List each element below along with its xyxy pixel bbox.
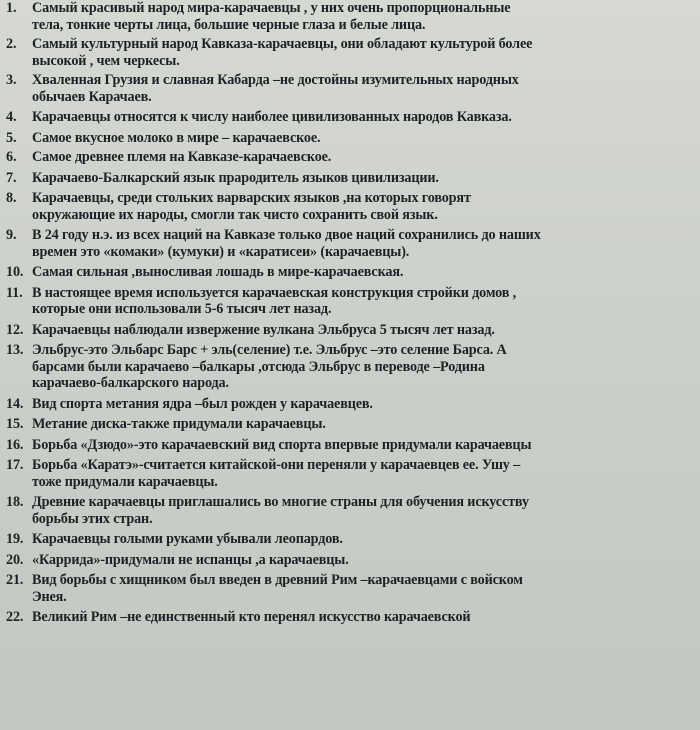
item-text: Карачаевцы наблюдали извержение вулкана Эльбруса 5 тысяч лет назад. [32,321,495,338]
list-item [6,457,694,490]
item-text: Вид борьбы с хищником был введен в древний Рим –карачаевцами с войском Энея. [32,572,523,605]
list-item [6,322,694,339]
list-item [6,552,694,569]
item-text: Хваленная Грузия и славная Кабарда –не достойны изумительных народных обычаев Карачаев. [32,72,519,105]
item-text: Карачаевцы, среди стольких варварских языков ,на которых говорят окружающие их народы, смогли так чисто сохранить свой язык. [32,190,471,223]
item-text: Борьба «Каратэ»-считается китайской-они переняли у карачаевцев ее. Ушу – тоже придумали карачаевцы. [32,457,521,490]
item-text: Самое вкусное молоко в мире – карачаевское. [32,129,321,146]
list-item [6,72,694,105]
item-text: В 24 году н.э. из всех наций на Кавказе только двое наций сохранились до наших времен это «комаки» (кумуки) и «каратисеи» (карачаевцы). [32,227,541,260]
item-text: Метание диска-также придумали карачаевцы. [32,416,326,432]
list-item [6,190,694,223]
item-number: 5. [6,129,17,146]
list-item [6,416,694,433]
item-text: Карачаевцы голыми руками убывали леопардов. [32,531,343,547]
item-number: 15. [6,416,24,432]
item-text: Борьба «Дзюдо»-это карачаевский вид спорта впервые придумали карачаевцы [32,436,532,453]
list-item [6,264,694,281]
list-item [6,609,694,626]
item-number: 18. [6,494,24,510]
item-text: Карачаево-Балкарский язык прародитель языков цивилизации. [32,169,439,186]
item-number: 14. [6,395,24,412]
list-item [6,531,694,548]
item-number: 19. [6,531,24,547]
list-item [6,572,694,605]
list-item [6,342,694,392]
item-number: 10. [6,264,24,280]
item-number: 11. [6,284,23,301]
list-item [6,437,694,454]
list-item [6,227,694,260]
item-number: 17. [6,457,24,473]
list-item [6,130,694,147]
item-number: 12. [6,321,24,338]
item-text: В настоящее время используется карачаевская конструкция стройки домов , которые они использовали 5-6 тысяч лет назад. [32,284,517,317]
list-item [6,494,694,527]
item-text: Самое древнее племя на Кавказе-карачаевское. [32,149,332,165]
item-number: 13. [6,342,24,358]
item-number: 3. [6,72,17,88]
facts-list [6,0,694,626]
list-item [6,170,694,187]
item-number: 16. [6,436,24,453]
list-item [6,0,694,33]
item-number: 7. [6,169,17,186]
item-text: Эльбрус-это Эльбарс Барс + эль(селение) т.е. Эльбрус –это селение Барса. А барсами были карачаево –балкары ,отсюда Эльбрус в переводе –Родина карачаево-балкарского народа. [32,342,507,391]
item-number: 6. [6,149,17,165]
item-number: 8. [6,190,17,206]
list-item [6,36,694,69]
item-number: 4. [6,109,17,125]
item-text: Самый красивый народ мира-карачаевцы , у них очень пропорциональные тела, тонкие черты лица, большие черные глаза и белые лица. [32,0,511,33]
item-text: Древние карачаевцы приглашались во многие страны для обучения искусству борьбы этих стран. [32,494,529,527]
item-number: 20. [6,551,24,568]
list-item [6,109,694,126]
item-number: 2. [6,36,17,52]
list-item [6,396,694,413]
item-number: 1. [6,0,17,16]
item-text: Великий Рим –не единственный кто перенял искусство карачаевской [32,609,471,625]
item-number: 9. [6,227,17,243]
list-item [6,285,694,318]
item-text: Самый культурный народ Кавказа-карачаевцы, они обладают культурой более высокой , чем черкесы. [32,36,533,69]
item-text: Самая сильная ,выносливая лошадь в мире-карачаевская. [32,264,404,280]
item-text: «Каррида»-придумали не испанцы ,а карачаевцы. [32,551,349,568]
item-number: 21. [6,572,24,588]
list-item [6,149,694,166]
item-text: Вид спорта метания ядра –был рожден у карачаевцев. [32,395,373,412]
item-text: Карачаевцы относятся к числу наиболее цивилизованных народов Кавказа. [32,109,512,125]
item-number: 22. [6,609,24,625]
